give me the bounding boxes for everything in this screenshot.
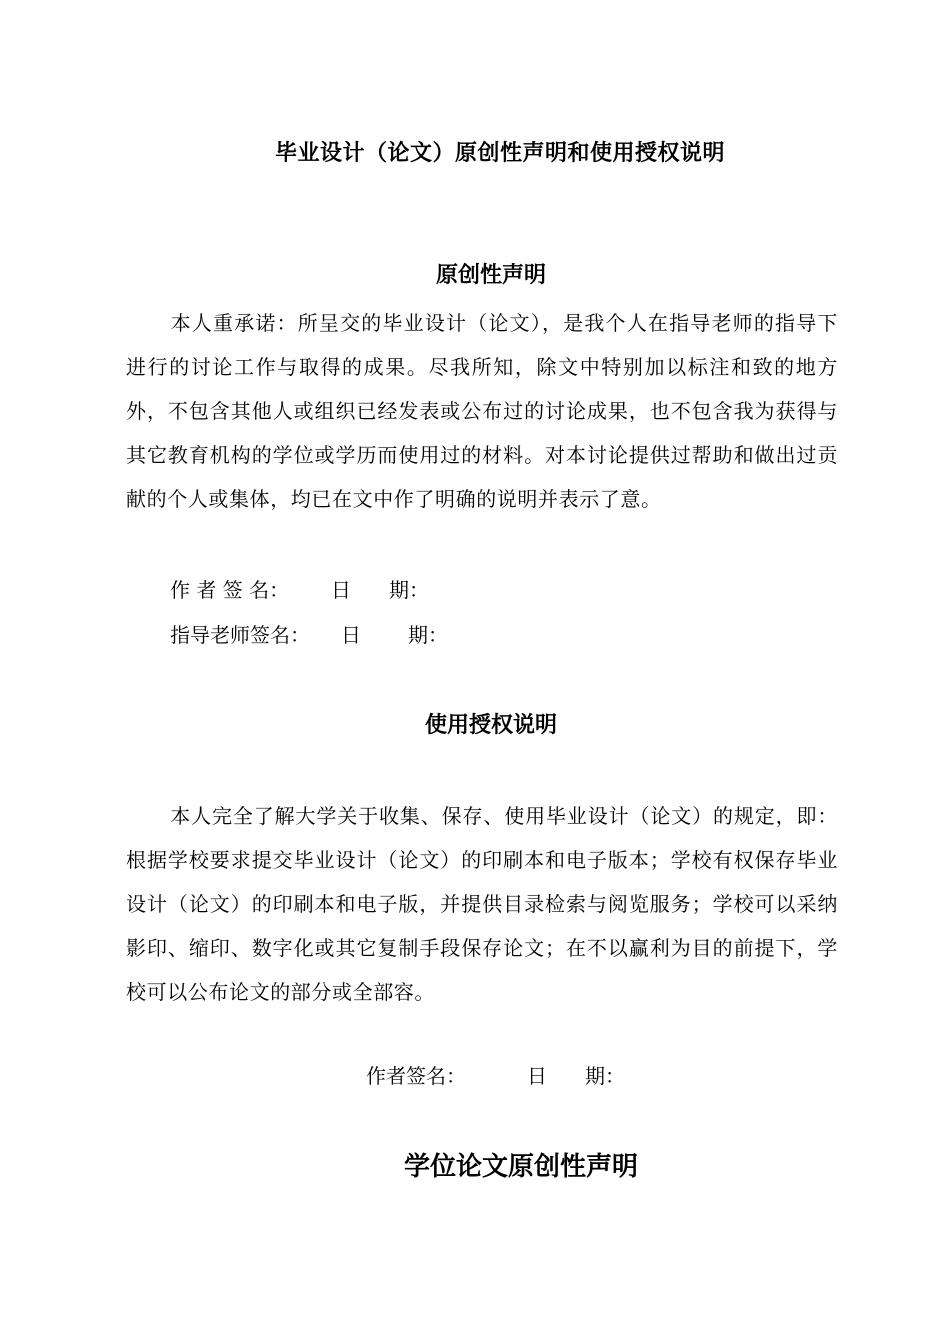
authorization-date-label-day: 日 — [527, 1064, 547, 1088]
authorization-paragraph — [126, 794, 838, 1014]
author-signature-line — [170, 574, 289, 603]
author-date-label-period: 期： — [389, 578, 429, 602]
page-title: 毕业设计（论文）原创性声明和使用授权说明 — [274, 141, 725, 166]
originality-paragraph — [126, 301, 838, 521]
advisor-date-label-day: 日 — [341, 623, 361, 647]
authorization-paragraph-text: 本人完全了解大学关于收集、保存、使用毕业设计（论文）的规定，即：根据学校要求提交毕业设计（论文）的印刷本和电子版本；学校有权保存毕业设计（论文）的印刷本和电子版，并提供目录检索与阅览服务；学校可以采纳影印、缩印、数字化或其它复制手段保存论文；在不以赢利为目的前提下，学校可以公布论文的部分或全部容。 — [126, 804, 838, 1004]
authorization-author-sign-label: 作者签名： — [366, 1064, 466, 1088]
advisor-sign-label: 指导老师签名： — [170, 623, 310, 647]
authorization-heading: 使用授权说明 — [425, 713, 558, 738]
originality-paragraph-text: 本人重承诺：所呈交的毕业设计（论文），是我个人在指导老师的指导下进行的讨论工作与取得的成果。尽我所知，除文中特别加以标注和致的地方外，不包含其他人或组织已经发表或公布过的讨论成果，也不包含我为获得与其它教育机构的学位或学历而使用过的材料。对本讨论提供过帮助和做出过贡献的个人或集体，均已在文中作了明确的说明并表示了意。 — [126, 311, 838, 511]
authorization-date-label-period: 期： — [585, 1064, 625, 1088]
advisor-date-label-period: 期： — [408, 623, 448, 647]
originality-heading: 原创性声明 — [436, 263, 547, 288]
degree-thesis-originality-heading: 学位论文原创性声明 — [404, 1152, 639, 1182]
author-sign-label: 作 者 签 名： — [170, 578, 290, 602]
author-date-label-day: 日 — [331, 578, 351, 602]
